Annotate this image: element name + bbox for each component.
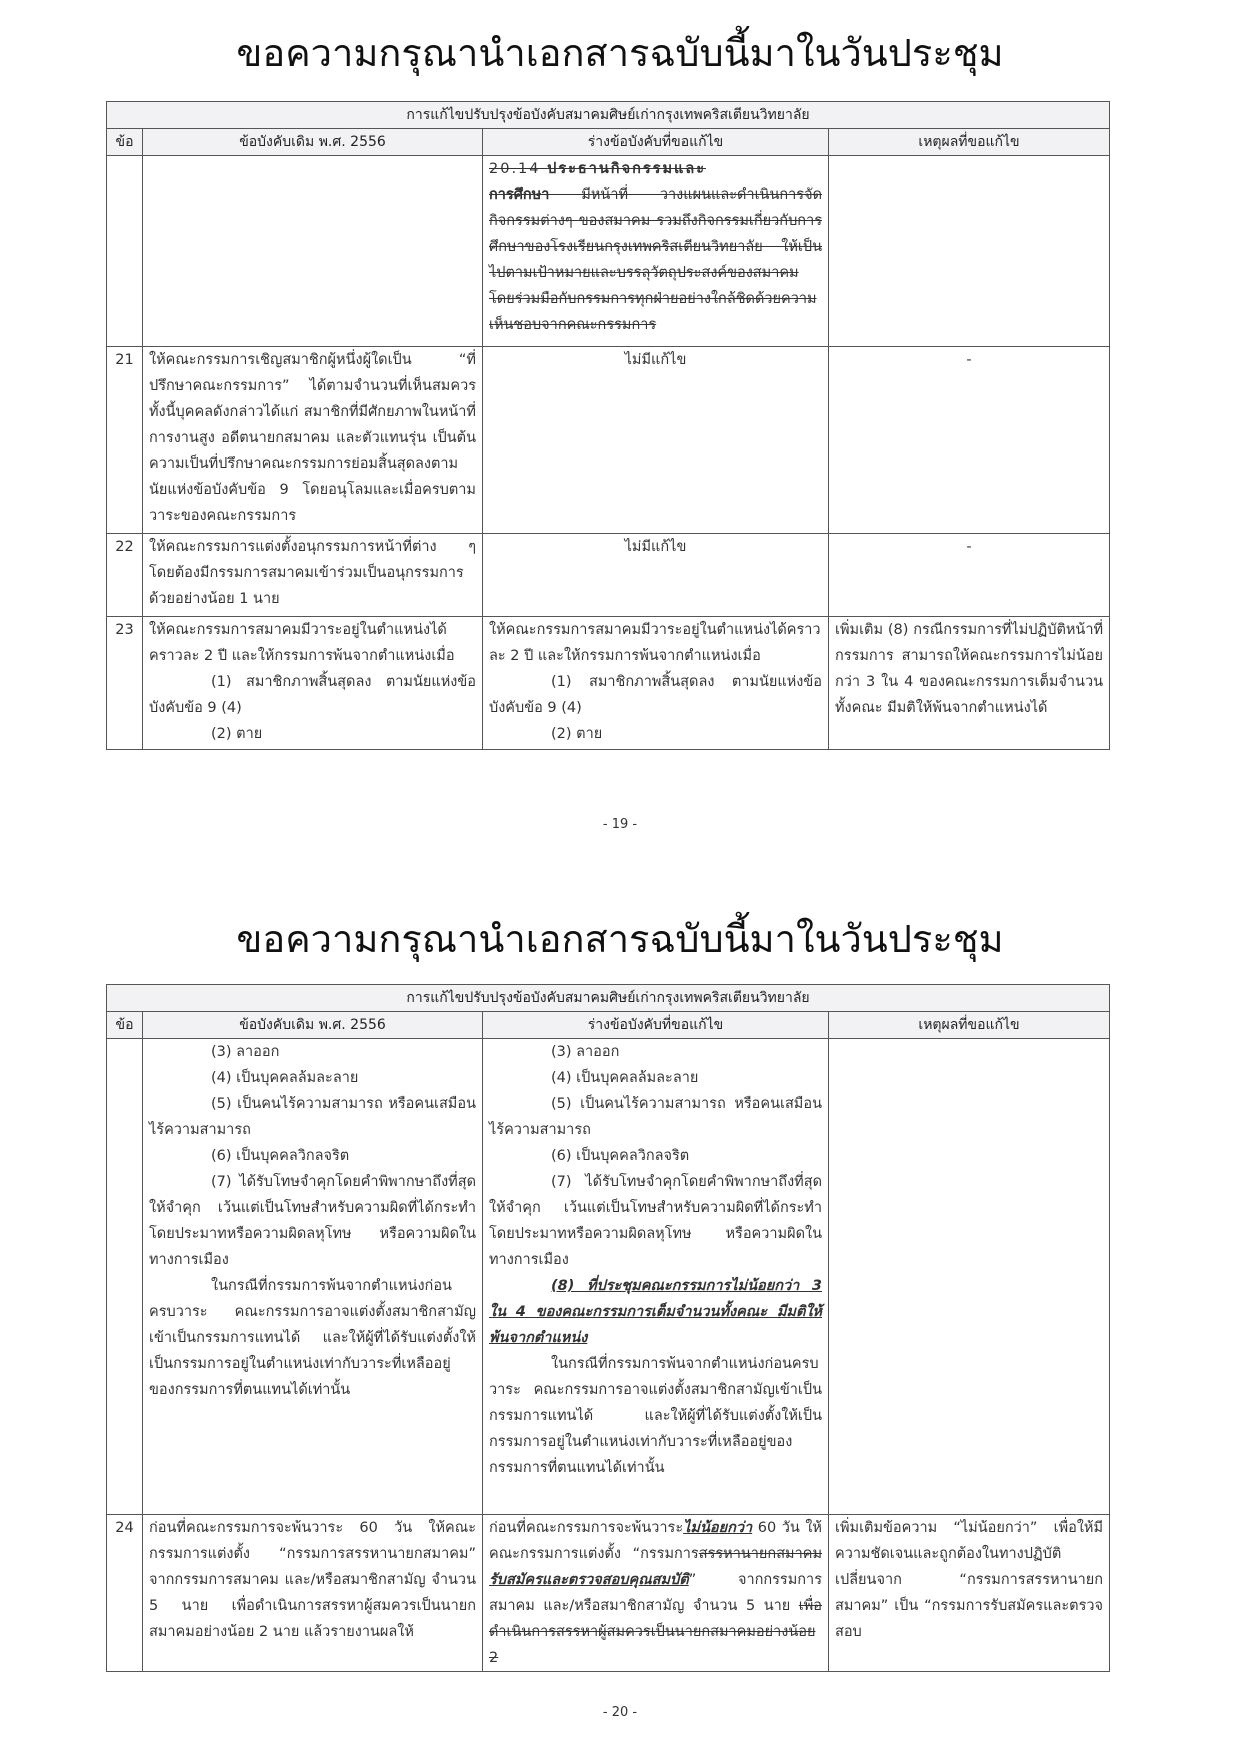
original-replacement-text: ในกรณีที่กรรมการพ้นจากตำแหน่งก่อนครบวาระ คณะกรรมการอาจแต่งตั้งสมาชิกสามัญเข้าเป็นกรรมการแทนได้ และให้ผู้ที่ได้รับแต่งตั้งให้เป็นกรรมการอยู่ในตำแหน่งเท่ากับวาระที่เหลืออยู่ของกรรมการที่ตนแทนได้เท่านั้น bbox=[149, 1278, 476, 1398]
original-item: (4) เป็นบุคคลล้มละลาย bbox=[211, 1070, 359, 1086]
original-cell: ให้คณะกรรมการแต่งตั้งอนุกรรมการหน้าที่ต่าง ๆ โดยต้องมีกรรมการสมาคมเข้าร่วมเป็นอนุกรรมการด้วยอย่างน้อย 1 นาย bbox=[143, 534, 483, 617]
table-title: การแก้ไขปรับปรุงข้อบังคับสมาคมศิษย์เก่ากรุงเทพคริสเตียนวิทยาลัย bbox=[107, 102, 1110, 129]
header-draft: ร่างข้อบังคับที่ขอแก้ไข bbox=[483, 129, 829, 156]
original-cell: ก่อนที่คณะกรรมการจะพ้นวาระ 60 วัน ให้คณะกรรมการแต่งตั้ง “กรรมการสรรหานายกสมาคม” จากกรรมการสมาคม และ/หรือสมาชิกสามัญ จำนวน 5 นาย เพื่อดำเนินการสรรหาผู้สมควรเป็นนายกสมาคมอย่างน้อย 2 นาย แล้วรายงานผลให้ bbox=[143, 1515, 483, 1672]
page-number: - 19 - bbox=[602, 817, 638, 832]
inserted-text: ไม่น้อยกว่า bbox=[683, 1520, 753, 1536]
header-original: ข้อบังคับเดิม พ.ศ. 2556 bbox=[143, 129, 483, 156]
reason-cell bbox=[829, 1039, 1110, 1515]
table-row bbox=[107, 1515, 1110, 1672]
table-row bbox=[107, 156, 1110, 347]
original-item: (2) ตาย bbox=[211, 726, 263, 742]
deleted-heading: การศึกษา bbox=[489, 187, 550, 203]
draft-cell bbox=[483, 1039, 829, 1515]
clause-number bbox=[107, 1039, 143, 1515]
inserted-text: รับสมัครและตรวจสอบคุณสมบัติ bbox=[489, 1572, 689, 1588]
header-draft: ร่างข้อบังคับที่ขอแก้ไข bbox=[483, 1012, 829, 1039]
draft-item: (1) สมาชิกภาพสิ้นสุดลง ตามนัยแห่งข้อบังคับข้อ 9 (4) bbox=[489, 674, 822, 716]
original-item: (3) ลาออก bbox=[211, 1044, 280, 1060]
reason-cell: - bbox=[829, 347, 1110, 534]
page-number: - 20 - bbox=[602, 1705, 638, 1720]
original-cell bbox=[143, 1039, 483, 1515]
draft-text: ” จากกรรมการสมาคม และ/หรือสมาชิกสามัญ จำนวน 5 นาย bbox=[489, 1572, 822, 1614]
original-cell bbox=[143, 617, 483, 750]
draft-text: ก่อนที่คณะกรรมการจะพ้นวาระ bbox=[489, 1520, 684, 1536]
table-row bbox=[107, 617, 1110, 750]
draft-text: ให้คณะกรรมการสมาคมมีวาระอยู่ในตำแหน่งได้คราวละ 2 ปี และให้กรรมการพ้นจากตำแหน่งเมื่อ bbox=[489, 622, 821, 664]
clause-number bbox=[107, 156, 143, 347]
deleted-heading: ประธานกิจกรรมและ bbox=[547, 161, 707, 177]
reason-cell: เพิ่มเติม (8) กรณีกรรมการที่ไม่ปฏิบัติหน้าที่กรรมการ สามารถให้คณะกรรมการไม่น้อยกว่า 3 ใน 4 ของคณะกรรมการเต็มจำนวนทั้งคณะ มีมติให้พ้นจากตำแหน่งได้ bbox=[829, 617, 1110, 750]
table-row bbox=[107, 347, 1110, 534]
amendment-table bbox=[106, 101, 1110, 750]
reason-cell: - bbox=[829, 534, 1110, 617]
page-title: ขอความกรุณานำเอกสารฉบับนี้มาในวันประชุม bbox=[236, 31, 1004, 75]
draft-item: (2) ตาย bbox=[551, 726, 603, 742]
table-title: การแก้ไขปรับปรุงข้อบังคับสมาคมศิษย์เก่ากรุงเทพคริสเตียนวิทยาลัย bbox=[107, 985, 1110, 1012]
draft-replacement-text: ในกรณีที่กรรมการพ้นจากตำแหน่งก่อนครบวาระ คณะกรรมการอาจแต่งตั้งสมาชิกสามัญเข้าเป็นกรรมการแทนได้ และให้ผู้ที่ได้รับแต่งตั้งให้เป็นกรรมการอยู่ในตำแหน่งเท่ากับวาระที่เหลืออยู่ของกรรมการที่ตนแทนได้เท่านั้น bbox=[489, 1356, 822, 1476]
clause-number: 24 bbox=[107, 1515, 143, 1672]
header-reason: เหตุผลที่ขอแก้ไข bbox=[829, 129, 1110, 156]
draft-item: (7) ได้รับโทษจำคุกโดยคำพิพากษาถึงที่สุดให้จำคุก เว้นแต่เป็นโทษสำหรับความผิดที่ได้กระทำโดยประมาทหรือความผิดลหุโทษ หรือความผิดในทางการเมือง bbox=[489, 1174, 822, 1268]
amendment-table bbox=[106, 984, 1110, 1672]
original-item: (1) สมาชิกภาพสิ้นสุดลง ตามนัยแห่งข้อบังคับข้อ 9 (4) bbox=[149, 674, 476, 716]
draft-item: (6) เป็นบุคคลวิกลจริต bbox=[551, 1148, 690, 1164]
clause-number: 23 bbox=[107, 617, 143, 750]
reason-cell: เพิ่มเติมข้อความ “ไม่น้อยกว่า” เพื่อให้มีความชัดเจนและถูกต้องในทางปฏิบัติ เปลี่ยนจาก “กรรมการสรรหานายกสมาคม” เป็น “กรรมการรับสมัครและตรวจสอบ bbox=[829, 1515, 1110, 1672]
deleted-text: มีหน้าที่ วางแผนและดำเนินการจัด bbox=[549, 187, 822, 203]
draft-cell bbox=[483, 156, 829, 347]
original-cell bbox=[143, 156, 483, 347]
draft-cell bbox=[483, 1515, 829, 1672]
header-clause: ข้อ bbox=[107, 1012, 143, 1039]
deleted-heading-number: 20.14 bbox=[489, 161, 541, 177]
original-item: (5) เป็นคนไร้ความสามารถ หรือคนเสมือนไร้ความสามารถ bbox=[149, 1096, 476, 1138]
deleted-text: กิจกรรมต่างๆ ของสมาคม รวมถึงกิจกรรมเกี่ยวกับการศึกษาของโรงเรียนกรุงเทพคริสเตียนวิทยาลัย ให้เป็นไปตามเป้าหมายและบรรลุวัตถุประสงค์ของสมาคม โดยร่วมมือกับกรรมการทุกฝ่ายอย่างใกล้ชิดด้วยความเห็นชอบจากคณะกรรมการ bbox=[489, 213, 822, 333]
table-row bbox=[107, 534, 1110, 617]
header-original: ข้อบังคับเดิม พ.ศ. 2556 bbox=[143, 1012, 483, 1039]
clause-number: 21 bbox=[107, 347, 143, 534]
deleted-text: สรรหานายกสมาคม bbox=[698, 1546, 822, 1562]
reason-cell bbox=[829, 156, 1110, 347]
original-text: ให้คณะกรรมการสมาคมมีวาระอยู่ในตำแหน่งได้คราวละ 2 ปี และให้กรรมการพ้นจากตำแหน่งเมื่อ bbox=[149, 622, 455, 664]
draft-cell: ไม่มีแก้ไข bbox=[483, 534, 829, 617]
original-item: (7) ได้รับโทษจำคุกโดยคำพิพากษาถึงที่สุดให้จำคุก เว้นแต่เป็นโทษสำหรับความผิดที่ได้กระทำโดยประมาทหรือความผิดลหุโทษ หรือความผิดในทางการเมือง bbox=[149, 1174, 476, 1268]
page-title: ขอความกรุณานำเอกสารฉบับนี้มาในวันประชุม bbox=[236, 917, 1004, 961]
draft-cell bbox=[483, 617, 829, 750]
original-item: (6) เป็นบุคคลวิกลจริต bbox=[211, 1148, 350, 1164]
original-cell: ให้คณะกรรมการเชิญสมาชิกผู้หนึ่งผู้ใดเป็น “ที่ปรึกษาคณะกรรมการ” ได้ตามจำนวนที่เห็นสมควร ทั้งนี้บุคคลดังกล่าวได้แก่ สมาชิกที่มีศักยภาพในหน้าที่การงานสูง อดีตนายกสมาคม และตัวแทนรุ่น เป็นต้น ความเป็นที่ปรึกษาคณะกรรมการย่อมสิ้นสุดลงตามนัยแห่งข้อบังคับข้อ 9 โดยอนุโลมและเมื่อครบตามวาระของคณะกรรมการ bbox=[143, 347, 483, 534]
table-row bbox=[107, 1039, 1110, 1515]
draft-item: (3) ลาออก bbox=[551, 1044, 620, 1060]
draft-item: (5) เป็นคนไร้ความสามารถ หรือคนเสมือนไร้ความสามารถ bbox=[489, 1096, 822, 1138]
clause-number: 22 bbox=[107, 534, 143, 617]
deleted-text: เพื่อดำเนินการสรรหาผู้สมควรเป็นนายกสมาคมอย่างน้อย 2 bbox=[489, 1598, 822, 1666]
draft-text: 60 วัน ให้คณะกรรมการแต่งตั้ง “กรรมการ bbox=[489, 1520, 822, 1562]
draft-cell: ไม่มีแก้ไข bbox=[483, 347, 829, 534]
inserted-item: (8) ที่ประชุมคณะกรรมการไม่น้อยกว่า 3 ใน 4 ของคณะกรรมการเต็มจำนวนทั้งคณะ มีมติให้พ้นจากตำแหน่ง bbox=[489, 1278, 822, 1346]
header-clause: ข้อ bbox=[107, 129, 143, 156]
header-reason: เหตุผลที่ขอแก้ไข bbox=[829, 1012, 1110, 1039]
draft-item: (4) เป็นบุคคลล้มละลาย bbox=[551, 1070, 699, 1086]
